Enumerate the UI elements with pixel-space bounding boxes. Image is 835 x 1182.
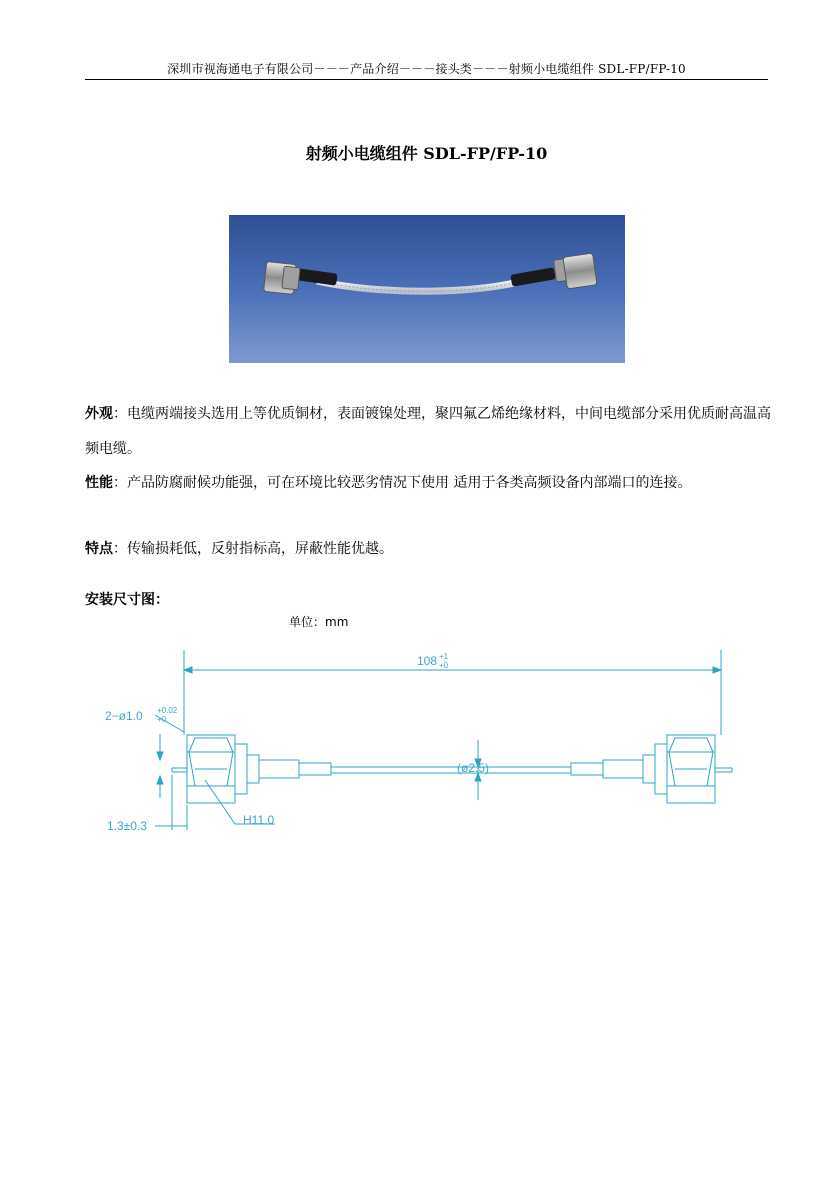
unit-label: 单位：mm xyxy=(289,615,349,629)
hole-diameter-label: 2−ø1.0 xyxy=(105,709,143,723)
dimension-drawing xyxy=(95,640,755,840)
section-label: 特点 xyxy=(85,541,113,557)
section-separator: ： xyxy=(113,406,127,422)
hole-tol-zero: +0 xyxy=(157,715,167,724)
product-photo xyxy=(229,215,625,363)
install-dimension-title: 安装尺寸图： xyxy=(85,592,169,608)
section-label: 性能 xyxy=(85,475,113,491)
header-divider xyxy=(85,79,768,80)
cable-diameter-label: (ø2.5) xyxy=(457,761,490,775)
section-label: 外观 xyxy=(85,406,113,422)
hex-size-label: H11.0 xyxy=(243,813,275,827)
section-performance xyxy=(85,466,775,501)
section-text: 电缆两端接头选用上等优质铜材，表面镀镍处理，聚四氟乙烯绝缘材料，中间电缆部分采用优质耐高温高频电缆。 xyxy=(85,406,771,457)
section-separator: ： xyxy=(113,541,127,557)
section-appearance xyxy=(85,397,775,467)
hole-tol-plus: +0.02 xyxy=(157,706,178,715)
overall-length-tol-plus: +1 xyxy=(439,652,449,661)
document-title: 射频小电缆组件 SDL-FP/FP-10 xyxy=(305,144,548,163)
section-text: 传输损耗低，反射指标高，屏蔽性能优越。 xyxy=(127,541,393,557)
section-features xyxy=(85,532,775,567)
section-separator: ： xyxy=(113,475,127,491)
page-header: 深圳市视海通电子有限公司－－－产品介绍－－－接头类－－－射频小电缆组件 SDL-FP/FP-10 xyxy=(167,62,686,76)
section-text: 产品防腐耐候功能强，可在环境比较恶劣情况下使用 适用于各类高频设备内部端口的连接。 xyxy=(127,475,692,491)
overall-length-tol-zero: +0 xyxy=(439,661,449,670)
overall-length-label: 108 xyxy=(417,654,438,668)
pin-length-label: 1.3±0.3 xyxy=(107,819,147,833)
